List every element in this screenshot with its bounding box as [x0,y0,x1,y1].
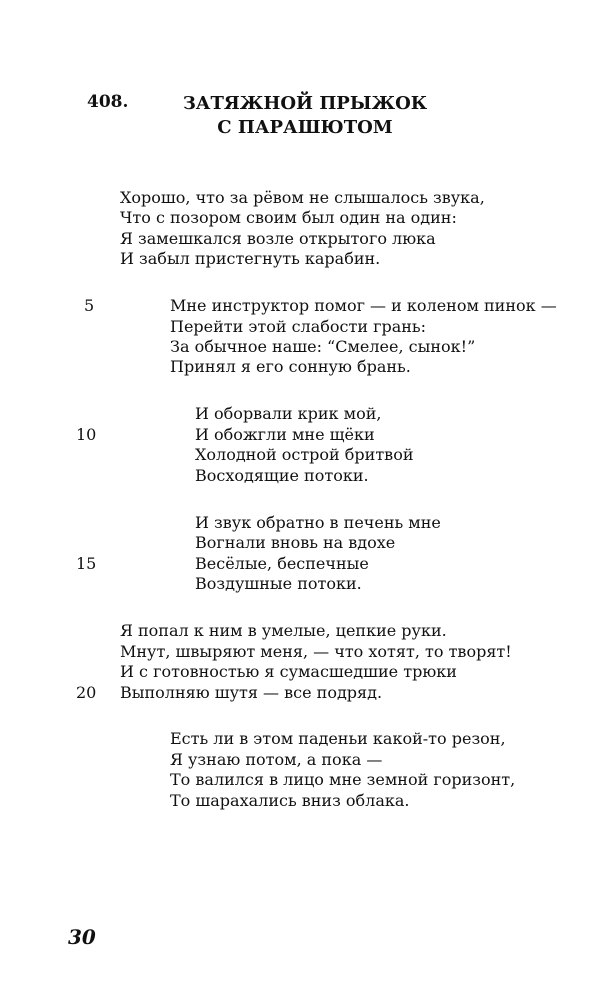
poem-line: Я попал к ним в умелые, цепкие руки. [120,621,447,640]
poem-line: Мне инструктор помог — и коленом пинок — [170,296,557,315]
page-number: 30 [68,925,96,949]
poem-line: Выполняю шутя — все подряд. [120,683,383,702]
poem-line: За обычное наше: “Смелее, сынок!” [170,337,476,356]
poem-line: И оборвали крик мой, [195,404,382,423]
poem-line: И забыл пристегнуть карабин. [120,249,381,268]
poem-line: Воздушные потоки. [195,574,362,593]
poem-line: Я замешкался возле открытого люка [120,229,436,248]
poem-line: Хорошо, что за рёвом не слышалось звука, [120,188,485,207]
poem-line: И звук обратно в печень мне [195,513,441,532]
poem-line: Принял я его сонную брань. [170,357,411,376]
poem-line: Восходящие потоки. [195,466,369,485]
line-number: 15 [76,554,97,573]
poem-title-line: С ПАРАШЮТОМ [217,117,393,138]
line-number: 10 [76,425,97,444]
poem-line: Вогнали вновь на вдохе [195,533,396,552]
poem-line: Есть ли в этом паденьи какой-то резон, [170,729,506,748]
poem-line: Что с позором своим был один на один: [120,208,457,227]
poem-line: Мнут, швыряют меня, — что хотят, то творят! [120,642,512,661]
poem-line: То шарахались вниз облака. [170,791,410,810]
poem-line: Холодной острой бритвой [195,445,414,464]
poem-line: И обожгли мне щёки [195,425,375,444]
poem-title-line: ЗАТЯЖНОЙ ПРЫЖОК [182,93,428,114]
poem-line: Перейти этой слабости грань: [170,317,427,336]
poem-title [170,92,440,140]
line-number: 5 [84,296,95,315]
poem-line: И с готовностью я сумасшедшие трюки [120,662,457,681]
poem-line: Я узнаю потом, а пока — [170,750,383,769]
line-number: 20 [76,683,97,702]
poem-line: Весёлые, беспечные [195,554,369,573]
poem-number: 408. [87,92,129,112]
poem-line: То валился в лицо мне земной горизонт, [170,770,516,789]
